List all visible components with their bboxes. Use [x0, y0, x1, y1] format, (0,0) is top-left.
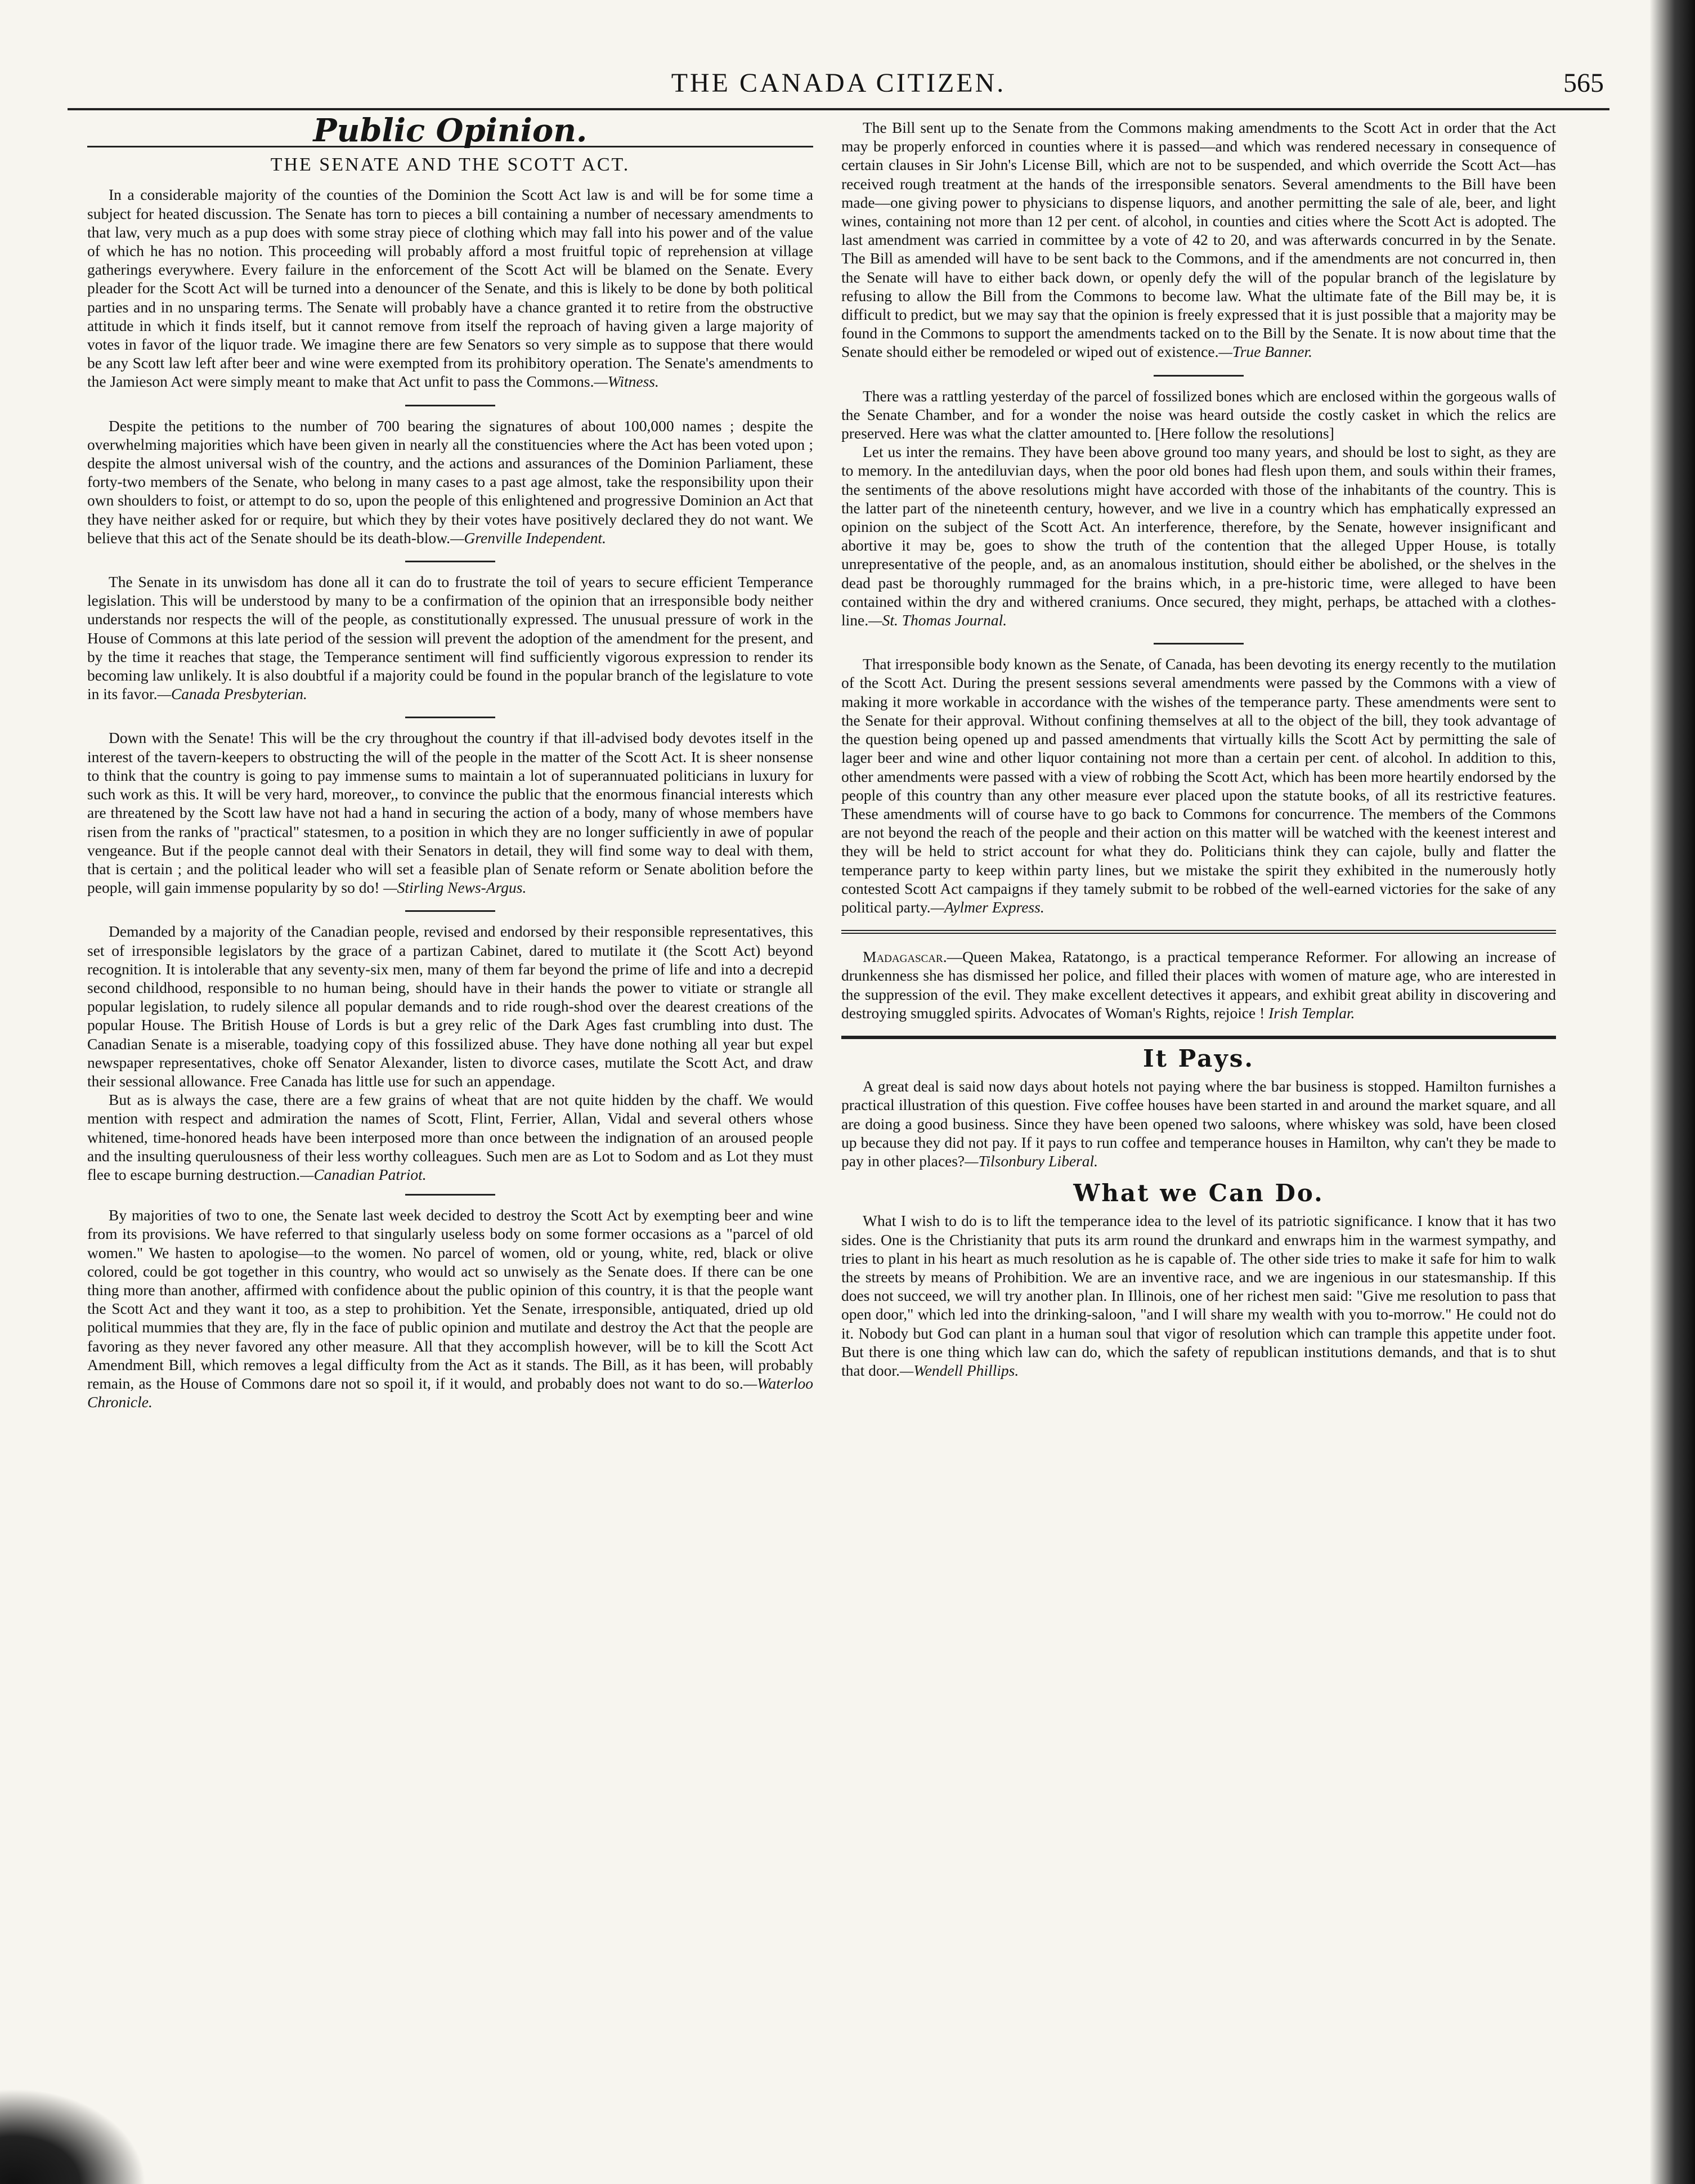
it-pays-article: [841, 1077, 1556, 1170]
article-source: —St. Thomas Journal.: [868, 611, 1007, 629]
page-edge-shadow: [1650, 0, 1695, 2184]
article-text: The Bill sent up to the Senate from the Commons making amendments to the Scott Act in order that the Act may be properly enforced in counties where it is passed—and which was rendered necessary in consequence of certain clauses in Sir John's License Bill, which are not to be suspended, and which override the Scott Act—has received rough treatment at the hands of the irresponsible senators. Several amendments to the Bill have been made—one giving power to physicians to dispense liquors, and another permitting the sale of ale, beer, and light wines, containing not more than 12 per cent. of alcohol, in counties and cities where the Scott Act is adopted. The last amendment was carried in committee by a vote of 42 to 20, and was afterwards concurred in by the Senate. The Bill as amended will have to be sent back to the Commons, and if the amendments are not concurred in, then the Senate will have to either back down, or openly defy the will of the popular branch of the legislature by refusing to allow the Bill from the Commons to become law. What the ultimate fate of the Bill may be, it is difficult to predict, but we may say that the opinion is freely expressed that it is just possible that a majority may be found in the Commons to support the amendments tacked on to the Bill by the Senate. It is now about time that the Senate should either be remodeled or wiped out of existence.: [841, 119, 1556, 361]
article-text: What I wish to do is to lift the temperance idea to the level of its patriotic significance. I know that it has two sides. One is the Christianity that puts its arm round the drunkard and enwraps him in the warmest sympathy, and tries to plant in his heart as much resolution as he is capable of. The other side tries to make it safe for him to walk the streets by means of Prohibition. We are an inventive race, and we are ingenious in our statesmanship. If this does not succeed, we will try another plan. In Illinois, one of her richest men said: "Give me resolution to pass that open door," which led into the drinking-saloon, "and I will share my wealth with you to-morrow." He could not do it. Nobody but God can plant in a human soul that vigor of resolution which can trample this appetite under foot. But there is one thing which law can do, which the safety of republican institutions demands, and that is to shut that door.: [841, 1212, 1556, 1379]
article-text: In a considerable majority of the counties of the Dominion the Scott Act law is and will be for some time a subject for heated discussion. The Senate has torn to pieces a bill containing a number of necessary amendments to that law, very much as a pup does with some stray piece of clothing which may fall into his power and of the value of which he has no notion. This proceeding will probably afford a most fruitful topic of reprehension at village gatherings everywhere. Every failure in the enforcement of the Scott Act will be blamed on the Senate. Every pleader for the Scott Act will be turned into a denouncer of the Senate, and this is likely to be done by both political parties and in no unsparing terms. The Senate will probably have a chance granted it to retire from the obstructive attitude in which it finds itself, but it cannot remove from itself the reproach of having given a large majority of votes in favor of the liquor trade. We imagine there are few Senators so very simple as to suppose that there would be any Scott law left after beer and wine were exempted from its prohibitory operation. The Senate's amendments to the Jamieson Act were simply meant to make that Act unfit to pass the Commons.: [87, 186, 813, 391]
article-source: —Witness.: [594, 373, 659, 391]
article: [87, 185, 813, 391]
divider: [405, 1194, 495, 1196]
article-text: That irresponsible body known as the Senate, of Canada, has been devoting its energy recently to the mutilation of the Scott Act. During the present sessions several amendments were passed by the Commons with a view of making it more workable in accordance with the wishes of the temperance party. These amendments were sent to the Senate for their approval. Without confining themselves at all to the object of the bill, they took advantage of the question being opened up and passed amendments that virtually kills the Scott Act by permitting the sale of lager beer and wine and other liquor containing not more than a certain per cent. of alcohol. In addition to this, other amendments were passed with a view of robbing the Scott Act, which has been more heartily endorsed by the people of this country than any other measure ever placed upon the statute books, of all its restrictive features. These amendments will of course have to go back to Commons for concurrence. The members of the Commons are not beyond the reach of the people and their action on this matter will be watched with the keenest interest and they will be held to strict account for what they do. Politicians think they can cajole, bully and flatter the temperance party to keep within party lines, but we mistake the spirit they exhibited in the numerously hotly contested Scott Act campaigns if they tamely submit to be robbed of the well-earned victories for the sake of any political party.: [841, 655, 1556, 916]
article-source: —Tilsonbury Liberal.: [965, 1152, 1098, 1170]
divider: [841, 930, 1556, 934]
what-we-can-do-article: [841, 1211, 1556, 1380]
note-text: —Queen Makea, Ratatongo, is a practical temperance Reformer. For allowing an increase of drunkenness she has dismissed her police, and filled their places with women of mature age, who are interested in the suppression of the evil. They make excellent detectives it appears, and exhibit great ability in discovering and destroying smuggled spirits. Advocates of Woman's Rights, rejoice !: [841, 948, 1556, 1022]
article-source: —Waterloo Chronicle.: [87, 1374, 813, 1411]
article-text: By majorities of two to one, the Senate last week decided to destroy the Scott Act by exempting beer and wine from its provisions. We have referred to that singularly useless body on some former occasions as a "parcel of old women." We hasten to apologise—to the women. No parcel of women, old or young, white, red, black or olive colored, could be got together in this country, who would act so unwisely as the Senate does. If there can be one thing more than another, affirmed with confidence about the public opinion of this country, it is that the people want the Scott Act and they want it too, as a step to prohibition. Yet the Senate, irresponsible, antiquated, dried up old political mummies that they are, fly in the face of public opinion and mutilate and destroy the Act that the people are favoring as they never favored any other measure. All that they accomplish however, will be to kill the Scott Act Amendment Bill, which removes a legal difficulty from the Act as it stands. The Bill, as it has been, will probably remain, as the House of Commons dare not so spoil it, if it would, and probably does not want to do so.: [87, 1206, 813, 1392]
it-pays-heading: It Pays.: [1142, 1044, 1254, 1072]
divider: [841, 1036, 1556, 1039]
article: [87, 1206, 813, 1411]
article-text: But as is always the case, there are a few grains of wheat that are not quite hidden by the chaff. We would mention with respect and admiration the names of Scott, Flint, Ferrier, Allan, Vidal and several others whose whitened, time-honored heads have been interposed more than once between the indignation of an aroused people and the insulting querulousness of their less worthy colleagues. Such men are as Lot to Sodom and as Lot they must flee to escape burning destruction.: [87, 1091, 813, 1183]
article: [87, 572, 813, 703]
page-header: [68, 63, 1609, 110]
madagascar-note: [841, 947, 1556, 1022]
divider: [405, 561, 495, 562]
article: [87, 922, 813, 1184]
article: [841, 655, 1556, 916]
article-text: There was a rattling yesterday of the parcel of fossilized bones which are enclosed within the gorgeous walls of the Senate Chamber, and for a wonder the noise was heard outside the costly casket in which the relics are preserved. Here was what the clatter amounted to. [Here follow the resolutions]: [841, 387, 1556, 442]
note-source: Irish Templar.: [1268, 1004, 1355, 1022]
article-source: —Grenville Independent.: [450, 529, 607, 547]
divider: [405, 910, 495, 912]
article-title: THE SENATE AND THE SCOTT ACT.: [270, 154, 630, 176]
divider: [1154, 643, 1244, 645]
article: [87, 728, 813, 897]
article-text: The Senate in its unwisdom has done all it can do to frustrate the toil of years to secure efficient Temperance legislation. This will be understood by many to be a confirmation of the opinion that an irresponsible body neither understands nor respects the will of the people, as constitutionally expressed. The unusual pressure of work in the House of Commons at this late period of the session will prevent the adoption of the amendment for the present, and by the time it reaches that stage, the Temperance sentiment will find sufficiently vigorous expression to render its becoming law unlikely. It is also doubtful if a majority could be found in the popular branch of the legislature to vote in its favor.: [87, 573, 813, 703]
divider: [1154, 375, 1244, 377]
what-we-can-do-heading: What we Can Do.: [1073, 1179, 1324, 1207]
article: [841, 387, 1556, 630]
article-source: —Stirling News-Argus.: [383, 879, 527, 897]
left-column: [87, 112, 813, 1425]
section-title: Public Opinion.: [313, 112, 588, 149]
article: [841, 118, 1556, 361]
article-text: Down with the Senate! This will be the cry throughout the country if that ill-advised body devotes itself in the interest of the tavern-keepers to obstructing the will of the people in the matter of the Scott Act. It is sheer nonsense to think that the country is going to pay immense sums to maintain a lot of superannuated politicians in luxury for such work as this. It will be very hard, moreover,, to convince the public that the enormous financial interests which are threatened by the Scott law have not had a hand in securing the action of a body, many of whose members have risen from the ranks of "practical" statesmen, to a position in which they are no longer sufficiently in awe of popular vengeance. But if the people cannot deal with their Senators in detail, they will find some way to deal with them, that is certain ; and the political leader who will set a feasible plan of Senate reform or Senate abolition before the people, will gain immense popularity by so do!: [87, 729, 813, 897]
article-source: —True Banner.: [1218, 343, 1313, 361]
article-source: —Canadian Patriot.: [300, 1165, 427, 1183]
divider: [405, 405, 495, 406]
right-column: [841, 118, 1556, 1393]
corner-smudge: [0, 2088, 146, 2184]
article-source: —Wendell Phillips.: [899, 1361, 1019, 1379]
article-text: Despite the petitions to the number of 700 bearing the signatures of about 100,000 names ; despite the overwhelming majorities which have been given in nearly all the constituencies where the Act has been voted upon ; despite the almost universal wish of the country, and the actions and assurances of the Dominion Parliament, these forty-two members of the Senate, who belong in many cases to a past age almost, take the responsibility upon their own shoulders to foist, or attempt to do so, upon the people of this enlightened and progressive Dominion an Act that they have neither asked for or require, but which they by their votes have positively declared they do not want. We believe that this act of the Senate should be its death-blow.: [87, 417, 813, 547]
article-text: A great deal is said now days about hotels not paying where the bar business is stopped. Hamilton furnishes a practical illustration of this question. Five coffee houses have been started in and around the market square, and all are doing a good business. Since they have been opened two saloons, where whiskey was sold, have been closed up because they did not pay. If it pays to run coffee and temperance houses in Hamilton, why can't they be made to pay in other places?: [841, 1077, 1556, 1170]
masthead: THE CANADA CITIZEN.: [671, 68, 1006, 98]
article-source: —Aylmer Express.: [930, 898, 1044, 916]
page-number: 565: [1563, 68, 1604, 98]
article-source: —Canada Presbyterian.: [157, 685, 307, 703]
divider: [405, 717, 495, 718]
article: [87, 417, 813, 547]
article-text: Let us inter the remains. They have been above ground too many years, and should be lost to sight, as they are to memory. In the antediluvian days, when the poor old bones had flesh upon them, and souls within their frames, the sentiments of the above resolutions might have accorded with those of the inhabitants of the country. This is the latter part of the nineteenth century, however, and we live in a country which has emphatically expressed an opinion on the subject of the Scott Act. An interference, therefore, by the Senate, however insignificant and abortive it may be, goes to show the truth of the contention that the alleged Upper House, is totally unrepresentative of the people, and, as an anomalous institution, should either be abolished, or the shelves in the dead past be thoroughly rummaged for the brains which, in a pre-historic time, were alleged to have been contained within the dry and withered craniums. Once secured, they might, perhaps, be attached with a clothes-line.: [841, 443, 1556, 629]
note-lead: Madagascar.: [863, 948, 947, 966]
article-text: Demanded by a majority of the Canadian people, revised and endorsed by their responsible representatives, this set of irresponsible legislators by the grace of a partizan Cabinet, dared to mutilate it (the Scott Act) beyond recognition. It is intolerable that any seventy-six men, many of them far beyond the prime of life and into a decrepid second childhood, responsible to no human being, should have in their hands the power to vitiate or strangle all popular legislation, to rudely silence all popular demands and to ride rough-shod over the dearest creations of the popular House. The British House of Lords is but a grey relic of the Dark Ages fast crumbling into dust. The Canadian Senate is a miserable, toadying copy of this fossilized abuse. They have done nothing all year but expel newspaper representatives, choke off Senator Alexander, listen to divorce cases, mutilate the Scott Act, and draw their sessional allowance. Free Canada has little use for such an appendage.: [87, 923, 813, 1090]
